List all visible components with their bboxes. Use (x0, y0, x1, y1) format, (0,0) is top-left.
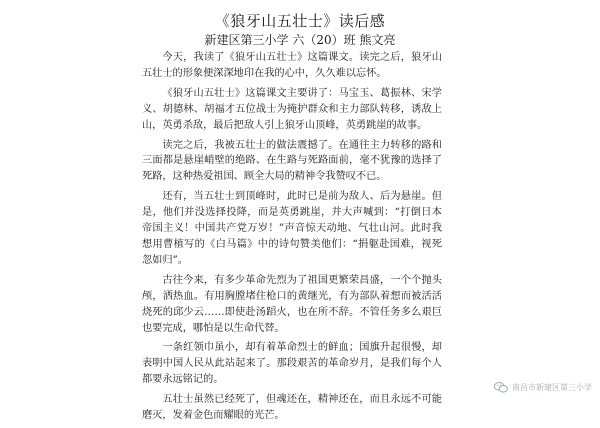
paragraph: 读完之后，我被五壮士的做法震撼了。在通往主力转移的路和三面都是悬崖峭壁的绝路、在生路与死路面前，毫不犹豫的选择了死路，这种热爱祖国、顾全大局的精神令我赞叹不已。 (142, 139, 442, 183)
author-byline: 新建区第三小学 六（20）班 熊文亮 (204, 33, 396, 47)
paragraph: 一条红领巾虽小，却有着革命烈士的鲜血；国旗升起很慢，却表明中国人民从此站起来了。那段艰苦的革命岁月，是我们每个人都要永远铭记的。 (142, 342, 442, 386)
article-body (142, 50, 442, 428)
watermark (494, 382, 592, 393)
watermark-text: 南昌市新建区第三小学 (512, 383, 592, 392)
paragraph: 古往今来，有多少革命先烈为了祖国更繁荣昌盛，一个个抛头颅，洒热血。有用胸膛堵住枪口的黄继光，有为部队着想而被活活烧死的邱少云……即使赴汤蹈火，也在所不辞。不管任务多么艰巨也要完成，哪怕是以生命代替。 (142, 274, 442, 334)
paragraph: 《狼牙山五壮士》这篇课文主要讲了：马宝玉、葛振林、宋学义、胡德林、胡福才五位战士为掩护群众和主力部队转移，诱敌上山，英勇杀敌，最后把敌人引上狼牙山顶峰，英勇跳崖的故事。 (142, 87, 442, 131)
article-title: 《狼牙山五壮士》读后感 (214, 12, 386, 30)
paragraph: 还有，当五壮士到顶峰时，此时已是前为敌人、后为悬崖。但是，他们并没选择投降，而是英勇跳崖，并大声喊到：“打倒日本帝国主义！中国共产党万岁！”声音惊天动地、气壮山河。此时我想用曹植写的《白马篇》中的诗句赞美他们：“捐躯赴国难，视死忽如归”。 (142, 191, 442, 266)
paragraph: 今天，我读了《狼牙山五壮士》这篇课文。读完之后，狼牙山五壮士的形象便深深地印在我的心中，久久难以忘怀。 (142, 52, 442, 79)
paragraph: 五壮士虽然已经死了，但魂还在，精神还在，而且永远不可能磨灭，发着金色而耀眼的光芒。 (142, 394, 442, 422)
wechat-icon (494, 382, 508, 393)
